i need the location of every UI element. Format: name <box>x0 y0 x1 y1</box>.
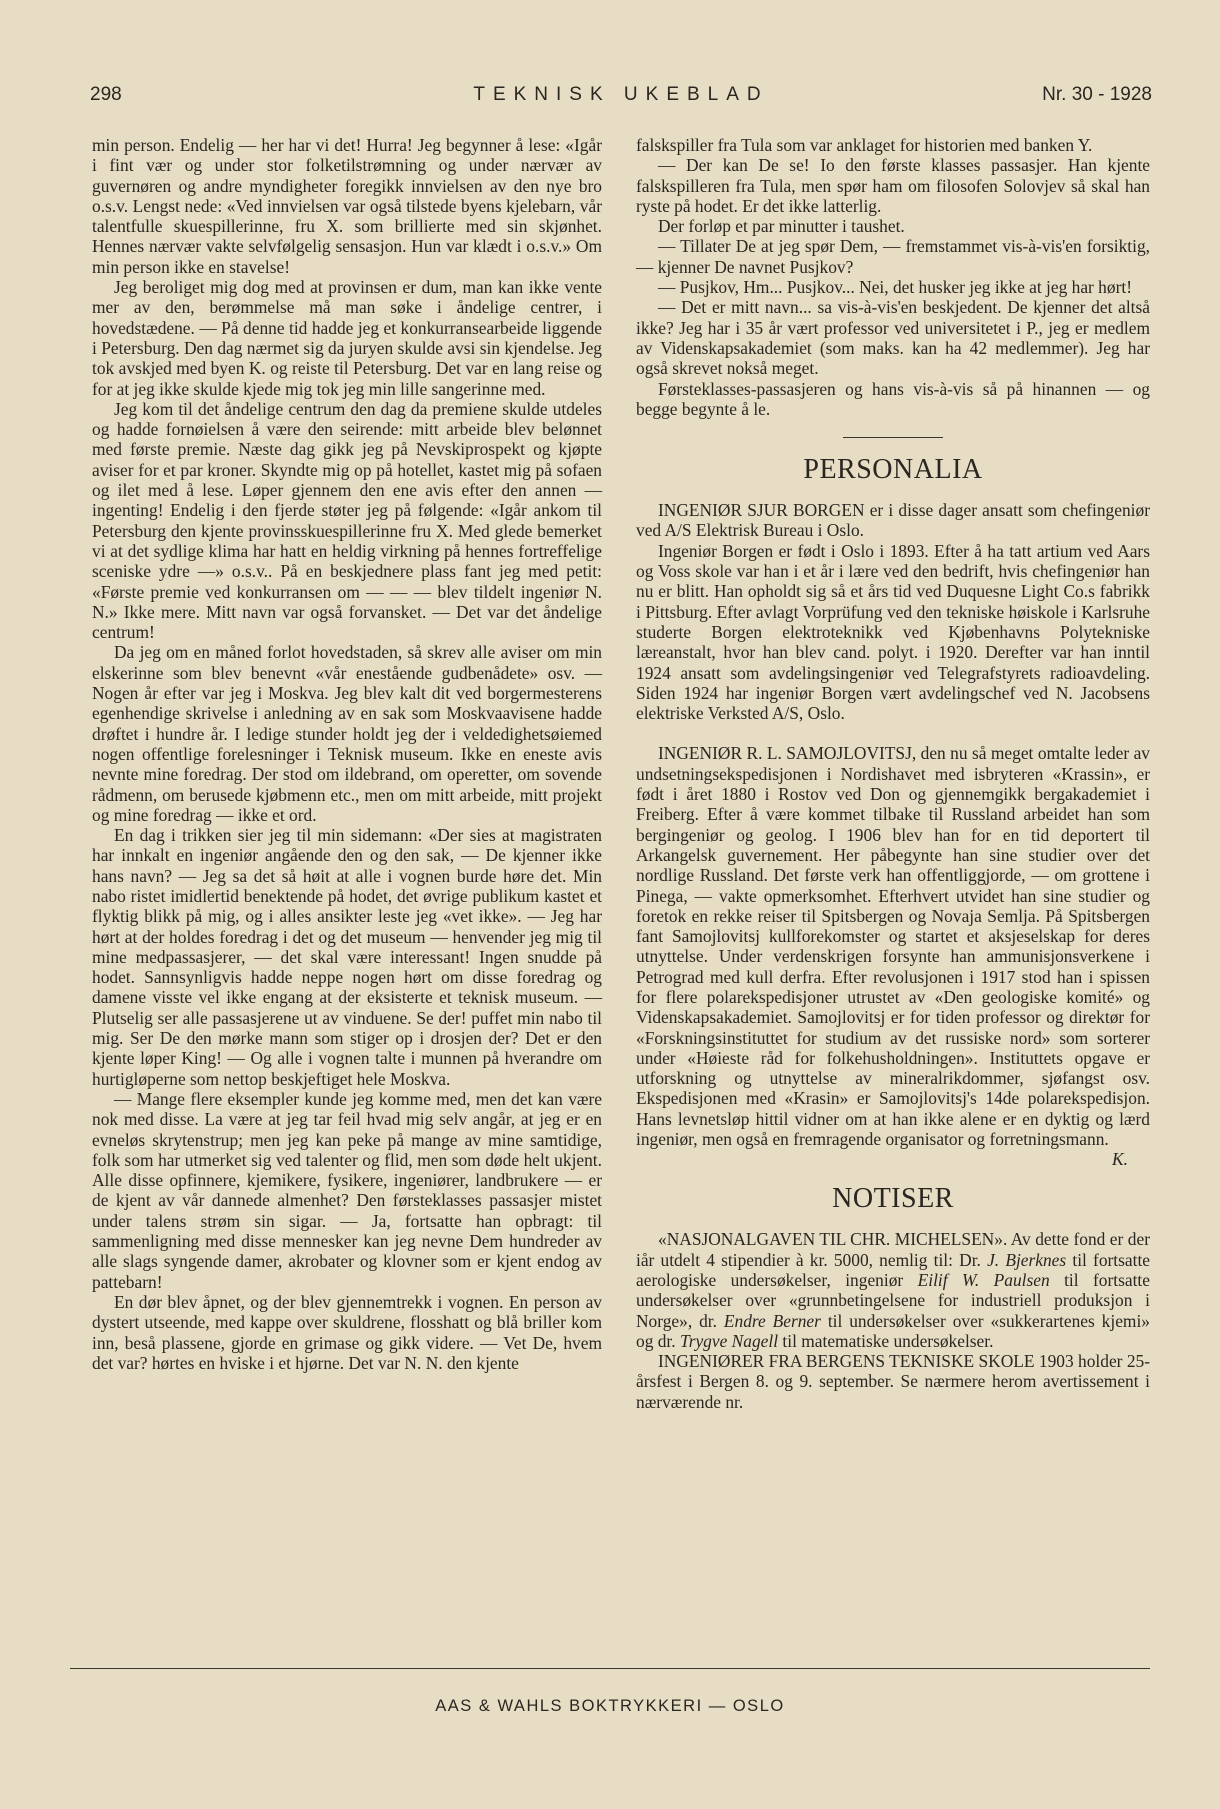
story-paragraph: min person. Endelig — her har vi det! Hurra! Jeg begynner å lese: «Igår i fint vær og under stor folketilstrømning og under nærvær av guvernøren og andre myndigheter foregikk innvielsen av den nye bro o.s.v. Lengst nede: «Ved innvielsen var også tilstede byens kjelebarn, vår talentfulle skuespillerinne, fru X. som brillierte med sin skjønhet. Hennes nærvær vakte selvfølgelig sensasjon. Hun var klædt i o.s.v.» Om min person ikke en stavelse! <box>92 135 602 277</box>
story-paragraph: — Der kan De se! Io den første klasses passasjer. Han kjente falskspilleren fra Tula, men spør ham om filosofen Solovjev så skal han ryste på hodet. Er det ikke latterlig. <box>636 155 1150 216</box>
left-column <box>92 135 602 1373</box>
page-header <box>90 84 1152 112</box>
notiser-text: til matematiske undersøkelser. <box>782 1330 994 1351</box>
journal-title: TEKNISK UKEBLAD <box>473 84 769 105</box>
person-name: Trygve Nagell <box>679 1330 779 1351</box>
story-paragraph: En dag i trikken sier jeg til min sidemann: «Der sies at magistraten har innkalt en ingeniør angående den og den sak, — De kjenner ikke hans navn? — Jeg sa det så høit at alle i vognen burde høre det. Min nabo ristet imidlertid benektende på hodet, det øvrige publikum kastet et flyktig blikk på mig, og i alles ansikter leste jeg «vet ikke». — Jeg har hørt at der holdes foredrag i det og det museum — henvender jeg mig til mine medpassasjerer, — det skal være interessant! Ingen snudde på hodet. Sannsynligvis hadde neppe nogen hørt om disse foredrag og damene visste vel ikke engang at der eksisterte et teknisk museum. — Plutselig ser alle passasjerene ut av vinduene. Se der! puffet min nabo til mig. Ser De den mørke mann som stiger op i drosjen der? Det er den kjente løper King! — Og alle i vognen talte i munnen på hverandre om hurtigløperne som nettop beskjeftiget hele Moskva. <box>92 825 602 1089</box>
story-paragraph: — Pusjkov, Hm... Pusjkov... Nei, det husker jeg ikke at jeg har hørt! <box>658 277 1132 298</box>
section-divider <box>843 437 943 438</box>
notiser-heading: NOTISER <box>832 1183 954 1215</box>
notiser-paragraph: INGENIØRER FRA BERGENS TEKNISKE SKOLE 1903 holder 25-årsfest i Bergen 8. og 9. september. Se nærmere herom avertissement i nærværende nr. <box>636 1351 1150 1412</box>
notiser-text: til fortsatte aerologiske undersøkelser, ingeniør <box>636 1249 1151 1290</box>
story-paragraph: En dør blev åpnet, og der blev gjennemtrekk i vognen. En person av dystert utseende, med kappe over skuldrene, flosshatt og blå briller kom inn, beså plassene, gjorde en grimase og gikk videre. — Vet De, hvem det var? hørtes en hviske i et hjørne. Det var N. N. den kjente <box>92 1291 602 1373</box>
person-name: J. Bjerknes <box>987 1249 1067 1270</box>
person-name: Endre Berner <box>723 1310 821 1331</box>
person-name: Eilif W. Paulsen <box>917 1269 1050 1290</box>
story-paragraph: — Mange flere eksempler kunde jeg komme med, men det kan være nok med disse. La være at jeg tar feil hvad mig selv angår, at jeg er en evneløs skrytenstrup; men jeg kan peke på mange av mine samtidige, folk som har utmerket sig ved talenter og flid, men som døde helt ukjent. Alle disse opfinnere, kjemikere, fysikere, ingeniører, landbrukere — er de kjent av vår dannede almenhet? Den førsteklasses passasjer mistet under talens strøm sin sigar. — Ja, fortsatte han opbragt: til sammenligning med disse mennesker kan jeg nevne Dem hundreder av alle slags syngende damer, akrobater og klovner som er kjent endog av pattebarn! <box>92 1088 602 1292</box>
story-paragraph: Der forløp et par minutter i taushet. <box>658 216 905 237</box>
section-spacer <box>636 1149 1150 1177</box>
author-signature: K. <box>1112 1149 1128 1170</box>
personalia-heading: PERSONALIA <box>803 454 983 486</box>
issue-number: Nr. 30 - 1928 <box>1042 84 1152 105</box>
personalia-paragraph: Ingeniør Borgen er født i Oslo i 1893. Efter å ha tatt artium ved Aars og Voss skole var han i et år i lære ved den bedrift, hvis chefingeniør han nu er blitt. Han opholdt sig så et års tid ved Duquesne Light Co.s fabrikk i Pittsburg. Efter avlagt Vorprüfung ved den tekniske høiskole i Karlsruhe studerte Borgen elektroteknikk ved Kjøbenhavns Polytekniske læreanstalt, hvor han blev cand. polyt. i 1920. Derefter var han inntil 1924 ansatt som avdelingsingeniør ved Telegrafstyrets radioavdeling. Siden 1924 har ingeniør Borgen vært avdelingschef ved N. Jacobsens elektriske Verksted A/S, Oslo. <box>636 540 1150 724</box>
story-paragraph: Jeg kom til det åndelige centrum den dag da premiene skulde utdeles og hadde fornøielsen å være den seirende: mitt arbeide blev belønnet med første premie. Næste dag gikk jeg på Nevskiprospekt og kjøpte aviser for et par kroner. Skyndte mig op på hotellet, kastet mig på sofaen og ilet med å lese. Løper gjennem den ene avis efter den annen — ingenting! Endelig i den fjerde støter jeg på følgende: «Igår ankom til Petersburg den kjente provinsskuespillerinne fru X. Med glede bemerket vi at det sydlige klima har hatt en heldig virkning på hennes fortreffelige sceniske ydre —» o.s.v.. På en beskjednere plass fant jeg med petit: «Første premie ved konkurransen om — — — blev tildelt ingeniør N. N.» Ikke mere. Mitt navn var også forvansket. — Det var det åndelige centrum! <box>92 398 602 643</box>
notiser-text: «NASJONALGAVEN TIL CHR. MICHELSEN». Av dette fond er der iår utdelt 4 stipendier à kr. 5000, nemlig til: Dr. <box>636 1229 1150 1270</box>
footer-rule <box>70 1668 1150 1669</box>
personalia-paragraph <box>636 743 1150 1170</box>
story-paragraph: Jeg beroliget mig dog med at provinsen er dum, man kan ikke vente mer av den, berømmelse må man søke i åndelige centrer, i hovedstædene. — På denne tid hadde jeg et konkurransearbeide liggende i Petersburg. Den dag nærmet sig da juryen skulde avsi sin kjendelse. Jeg tok avskjed med byen K. og reiste til Petersburg. Det var en lang reise og for at jeg ikke skulde kjede mig tok jeg min lille sangerinne med. <box>92 277 602 399</box>
story-paragraph: — Det er mitt navn... sa vis-à-vis'en beskjedent. De kjenner det altså ikke? Jeg har i 35 år vært professor ved universitetet i P., jeg er medlem av Videnskapsakademiet (som maks. kan ha 42 medlemmer). Jeg har også skrevet nokså meget. <box>636 297 1150 379</box>
notiser-text: til fortsatte undersøkelser over «grunnbetingelsene for industriell produksjon i Norge», dr. <box>636 1269 1150 1331</box>
notiser-text: til undersøkelser over «sukkerartenes kjemi» og dr. <box>636 1310 1150 1351</box>
story-paragraph: Da jeg om en måned forlot hovedstaden, så skrev alle aviser om min elskerinne som blev benevnt «vår enestående gudbenådete» osv. — Nogen år efter var jeg i Moskva. Jeg blev kalt dit ved borgermesterens egenhendige skrivelse i anledning av en sak som Moskvaavisene hadde drøftet i hundre år. I ledige stunder holdt jeg der i veldedighetsøiemed nogen offentlige forelesninger i Teknisk museum. Ikke en eneste avis nevnte mine foredrag. Der stod om ildebrand, om operetter, om sovende rådmenn, om berusede kjøbmenn etc., men om mitt arbeide, mitt projekt og mine foredrag — ikke et ord. <box>92 642 602 825</box>
page-footer <box>0 1668 1220 1716</box>
page-number: 298 <box>90 84 122 105</box>
personalia-paragraph: INGENIØR SJUR BORGEN er i disse dager ansatt som chefingeniør ved A/S Elektrisk Bureau i Oslo. <box>636 500 1150 541</box>
story-paragraph: falskspiller fra Tula som var anklaget for historien med banken Y. <box>636 135 1093 155</box>
story-paragraph: — Tillater De at jeg spør Dem, — fremstammet vis-à-vis'en forsiktig, — kjenner De navnet Pusjkov? <box>636 236 1150 277</box>
story-paragraph: Førsteklasses-passasjeren og hans vis-à-vis så på hinannen — og begge begynte å le. <box>636 378 1150 419</box>
paragraph-spacer <box>636 723 1150 743</box>
personalia-text: INGENIØR R. L. SAMOJLOVITSJ, den nu så meget omtalte leder av undsetningsekspedisjonen i Nordishavet med isbryteren «Krassin», er født i året 1880 i Rostov ved Don og gjennemgikk bergakademiet i Freiberg. Efter å være kommet tilbake til Russland arbeidet han som bergingeniør og geolog. I 1906 blev han for en tid deportert til Arkangelsk guvernement. Her påbegynte han sine studier over det nordlige Russland. Det første verk han offentliggjorde, — om grottene i Pinega, — vakte opmerksomhet. Efterhvert utvidet han sine studier og foretok en rekke reiser til Spitsbergen og Novaja Semlja. På Spitsbergen fant Samojlovitsj kullforekomster og startet et aksjeselskap for deres utnyttelse. Under verdenskrigen forsynte han ammunisjonsverkene i Petrograd med kull derfra. Efter revolusjonen i 1917 stod han i spissen for flere polarekspedisjoner utrustet av «Den geologiske komité» og Videnskapsakademiet. Samojlovitsj er for tiden professor og direktør for «Forskningsinstituttet for studium av det russiske nord» som sorterer under «Høieste råd for folkehusholdningen». Instituttets opgave er utforskning og utnyttelse av mineralrikdommer, sjøfangst osv. Ekspedisjonen med «Krasin» er Samojlovitsj's 14de polarekspedisjon. Hans levnetsløp hittil vidner om at han ikke alene er en dyktig og lærd ingeniør, men også en fremragende organisator og forretningsmann. <box>636 743 1150 1150</box>
printer-imprint: AAS & WAHLS BOKTRYKKERI — OSLO <box>435 1697 785 1715</box>
notiser-paragraph <box>636 1229 1150 1351</box>
right-column <box>636 135 1150 1412</box>
